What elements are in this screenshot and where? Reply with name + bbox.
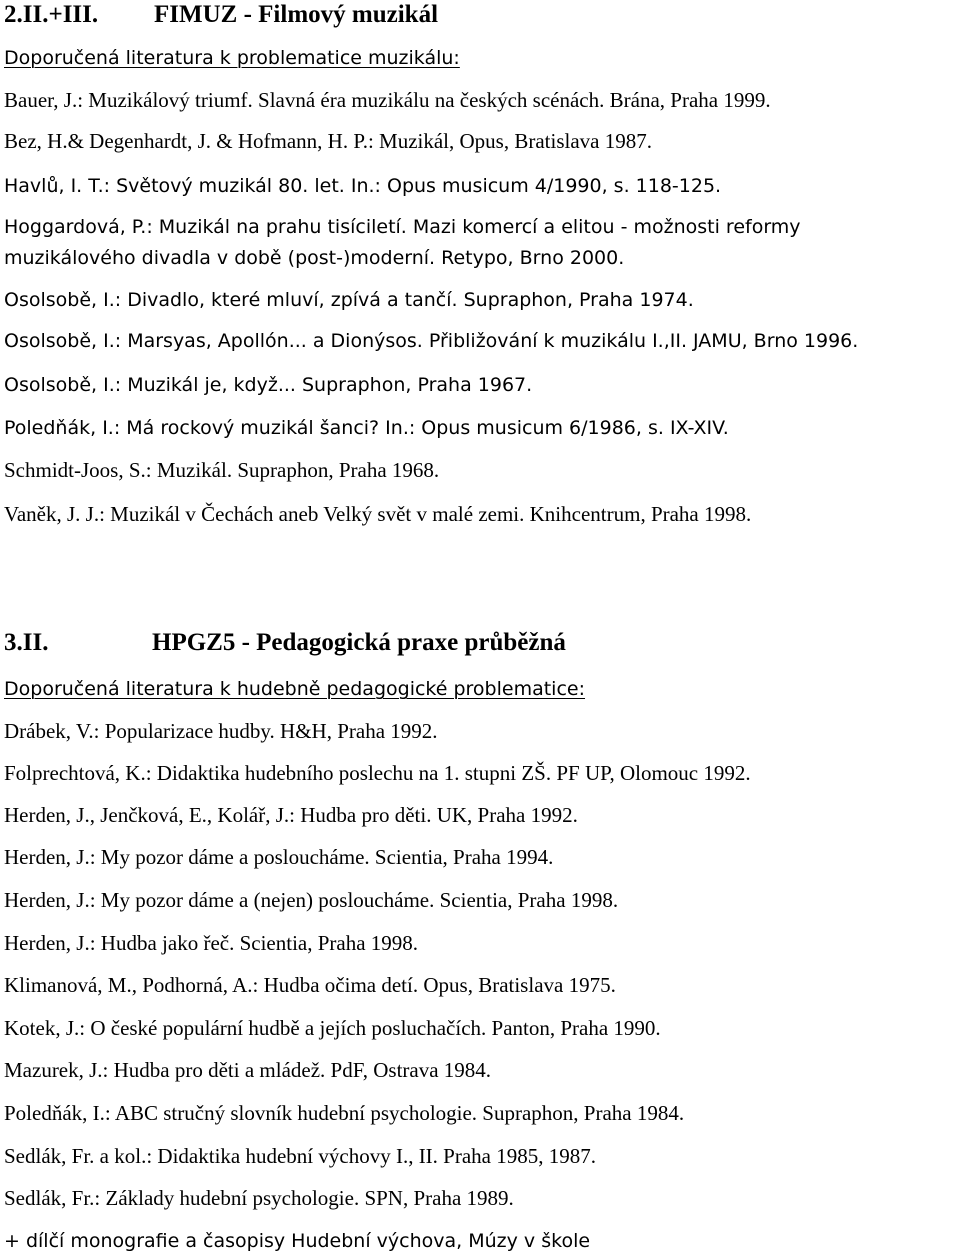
section-2-footer: + dílčí monografie a časopisy Hudební výchova, Múzy v škole bbox=[4, 1230, 591, 1252]
section-2-title: HPGZ5 - Pedagogická praxe průběžná bbox=[152, 629, 566, 656]
section-1-item: Schmidt-Joos, S.: Muzikál. Supraphon, Praha 1968. bbox=[4, 458, 440, 482]
section-2-item: Mazurek, J.: Hudba pro děti a mládež. PdF, Ostrava 1984. bbox=[4, 1058, 492, 1082]
section-2-subheading: Doporučená literatura k hudebně pedagogické problematice: bbox=[4, 678, 586, 700]
section-1-item: Bauer, J.: Muzikálový triumf. Slavná éra muzikálu na českých scénách. Brána, Praha 1999. bbox=[4, 88, 771, 112]
section-2-heading bbox=[4, 628, 566, 658]
section-1-heading bbox=[4, 0, 438, 30]
section-1-item: Bez, H.& Degenhardt, J. & Hofmann, H. P.: Muzikál, Opus, Bratislava 1987. bbox=[4, 129, 652, 153]
section-2-item: Herden, J.: Hudba jako řeč. Scientia, Praha 1998. bbox=[4, 931, 419, 955]
section-1-item: Vaněk, J. J.: Muzikál v Čechách aneb Velký svět v malé zemi. Knihcentrum, Praha 1998. bbox=[4, 502, 752, 526]
section-2-item: Herden, J.: My pozor dáme a (nejen) posloucháme. Scientia, Praha 1998. bbox=[4, 888, 619, 912]
section-2-item: Kotek, J.: O české populární hudbě a jejích posluchačích. Panton, Praha 1990. bbox=[4, 1016, 661, 1040]
section-1-item: Osolsobě, I.: Muzikál je, když... Supraphon, Praha 1967. bbox=[4, 374, 533, 396]
section-1-item: muzikálového divadla v době (post-)moderní. Retypo, Brno 2000. bbox=[4, 247, 625, 269]
section-1-item: Poledňák, I.: Má rockový muzikál šanci? In.: Opus musicum 6/1986, s. IX-XIV. bbox=[4, 417, 729, 439]
section-1-subheading: Doporučená literatura k problematice muzikálu: bbox=[4, 47, 460, 69]
section-2-number: 3.II. bbox=[4, 629, 49, 656]
section-2-item: Poledňák, I.: ABC stručný slovník hudební psychologie. Supraphon, Praha 1984. bbox=[4, 1101, 685, 1125]
section-2-item: Sedlák, Fr.: Základy hudební psychologie. SPN, Praha 1989. bbox=[4, 1186, 514, 1210]
section-1-item: Havlů, I. T.: Světový muzikál 80. let. In.: Opus musicum 4/1990, s. 118-125. bbox=[4, 175, 722, 197]
section-2-item: Sedlák, Fr. a kol.: Didaktika hudební výchovy I., II. Praha 1985, 1987. bbox=[4, 1144, 596, 1168]
section-1-item: Osolsobě, I.: Marsyas, Apollón... a Dionýsos. Přibližování k muzikálu I.,II. JAMU, Brno 1996. bbox=[4, 330, 859, 352]
section-2-item: Folprechtová, K.: Didaktika hudebního poslechu na 1. stupni ZŠ. PF UP, Olomouc 1992. bbox=[4, 761, 751, 785]
section-1-item: Hoggardová, P.: Muzikál na prahu tisíciletí. Mazi komercí a elitou - možnosti reformy bbox=[4, 216, 801, 238]
section-1-title: FIMUZ - Filmový muzikál bbox=[154, 1, 439, 28]
section-2-item: Klimanová, M., Podhorná, A.: Hudba očima detí. Opus, Bratislava 1975. bbox=[4, 973, 616, 997]
section-1-item: Osolsobě, I.: Divadlo, které mluví, zpívá a tančí. Supraphon, Praha 1974. bbox=[4, 289, 694, 311]
section-1-number: 2.II.+III. bbox=[4, 1, 99, 28]
section-2-item: Herden, J.: My pozor dáme a posloucháme. Scientia, Praha 1994. bbox=[4, 845, 554, 869]
section-2-item: Herden, J., Jenčková, E., Kolář, J.: Hudba pro děti. UK, Praha 1992. bbox=[4, 803, 578, 827]
section-2-item: Drábek, V.: Popularizace hudby. H&H, Praha 1992. bbox=[4, 719, 438, 743]
